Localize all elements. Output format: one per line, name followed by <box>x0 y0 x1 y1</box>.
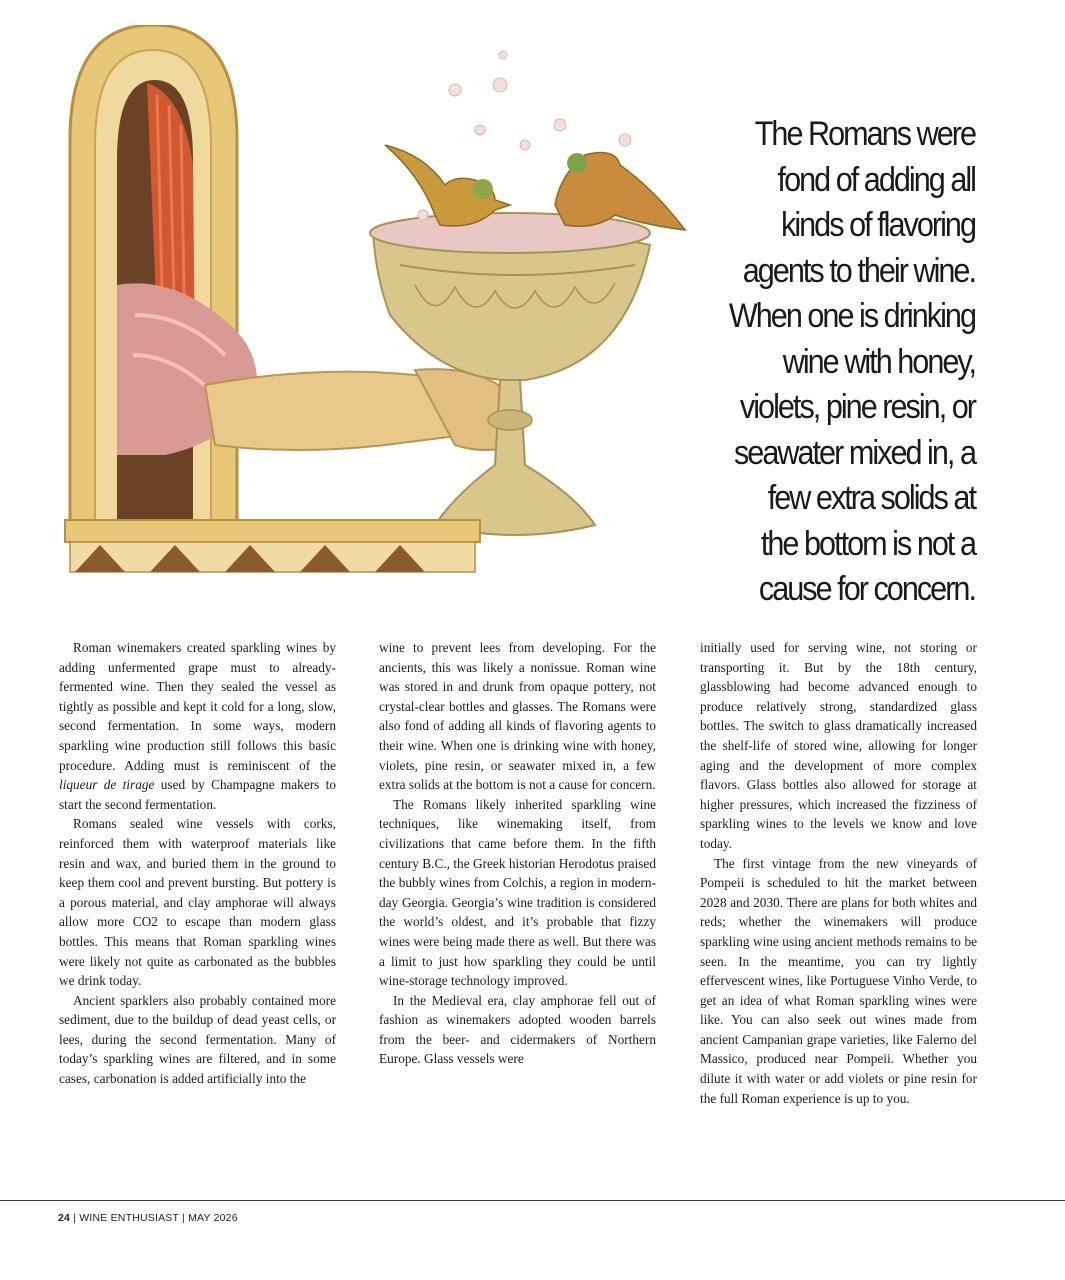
paragraph: wine to prevent lees from developing. For the ancients, this was likely a nonissue. Roman wine was stored in and drunk from opaque pottery, not crystal-clear bottles and glasses. The Romans were also fond of adding all kinds of flavoring agents to their wine. When one is drinking wine with honey, violets, pine resin, or seawater mixed in, a few extra solids at the bottom is not a cause for concern. <box>379 640 656 793</box>
column-1 <box>59 638 336 1089</box>
article-body <box>59 638 977 1158</box>
pull-quote: The Romans were fond of adding all kinds of flavoring agents to their wine. When one is drinking wine with honey, violets, pine resin, or seawater mixed in, a few extra solids at the bottom is not a cause for concern. <box>728 115 975 608</box>
issue-date: MAY 2026 <box>188 1212 238 1224</box>
paragraph: Ancient sparklers also probably contained more sediment, due to the buildup of dead yeast cells, or lees, during the second fermentation. Many of today’s sparkling wines are filtered, and in some cases, carbonation is added artificially into the <box>59 992 336 1087</box>
roman-goblet-illustration <box>55 25 715 585</box>
page-footer <box>58 1212 238 1224</box>
page-number: 24 <box>58 1212 71 1224</box>
footer-separator: | <box>178 1212 189 1224</box>
column-3 <box>700 638 977 1108</box>
paragraph: Romans sealed wine vessels with corks, reinforced them with waterproof materials like resin and wax, and buried them in the ground to keep them cool and prevent bursting. But pottery is a porous material, and clay amphorae will always allow more CO2 to escape than modern glass bottles. This means that Roman sparkling wines were likely not quite as carbonated as the bubbles we drink today. <box>59 816 336 989</box>
illustration-svg <box>55 25 715 585</box>
paragraph: initially used for serving wine, not storing or transporting it. But by the 18th century, glassblowing had become advanced enough to produce relatively strong, standardized glass bottles. The switch to glass dramatically increased the shelf-life of stored wine, allowing for longer aging and the development of more complex flavors. Glass bottles also allowed for storage at higher pressures, which increased the fizziness of sparkling wines to the levels we know and love today. <box>700 640 977 851</box>
paragraph: The first vintage from the new vineyards of Pompeii is scheduled to hit the market between 2028 and 2030. There are plans for both whites and reds; whether the winemakers will produce sparkling wine using ancient methods remains to be seen. In the meantime, you can try lightly effervescent wines, like Portuguese Vinho Verde, to get an idea of what Roman sparkling wines were like. You can also seek out wines made from ancient Campanian grape varieties, like Falerno del Massico, produced near Pompeii. Whether you dilute it with water or add violets or pine resin for the full Roman experience is up to you. <box>700 855 977 1106</box>
paragraph: The Romans likely inherited sparkling wine techniques, like winemaking itself, from civilizations that came before them. In the fifth century B.C., the Greek historian Herodotus praised the bubbly wines from Colchis, a region in modern-day Georgia. Georgia’s wine tradition is considered the world’s oldest, and it’s probable that fizzy wines were being made there as well. But there was a limit to just how sparkling they could be until wine-storage technology improved. <box>379 796 656 989</box>
paragraph-text: used by Champagne makers to start the second fermentation. <box>59 777 337 812</box>
footer-separator: | <box>70 1212 80 1224</box>
footer-divider <box>0 1200 1065 1201</box>
paragraph-text: Roman winemakers created sparkling wines by adding unfermented grape must to already-fermented wine. Then they sealed the vessel as tightly as possible and kept it cold for a long, slow, second fermentation. In some ways, modern sparkling wine production still follows this basic procedure. Adding must is reminiscent of the <box>59 640 336 773</box>
paragraph: In the Medieval era, clay amphorae fell out of fashion as winemakers adopted wooden barrels from the beer- and cidermakers of Northern Europe. Glass vessels were <box>379 992 656 1067</box>
paragraph <box>59 638 336 814</box>
italic-term: liqueur de tirage <box>59 777 155 793</box>
publication-name: WINE ENTHUSIAST <box>79 1212 179 1224</box>
column-2 <box>379 638 656 1069</box>
